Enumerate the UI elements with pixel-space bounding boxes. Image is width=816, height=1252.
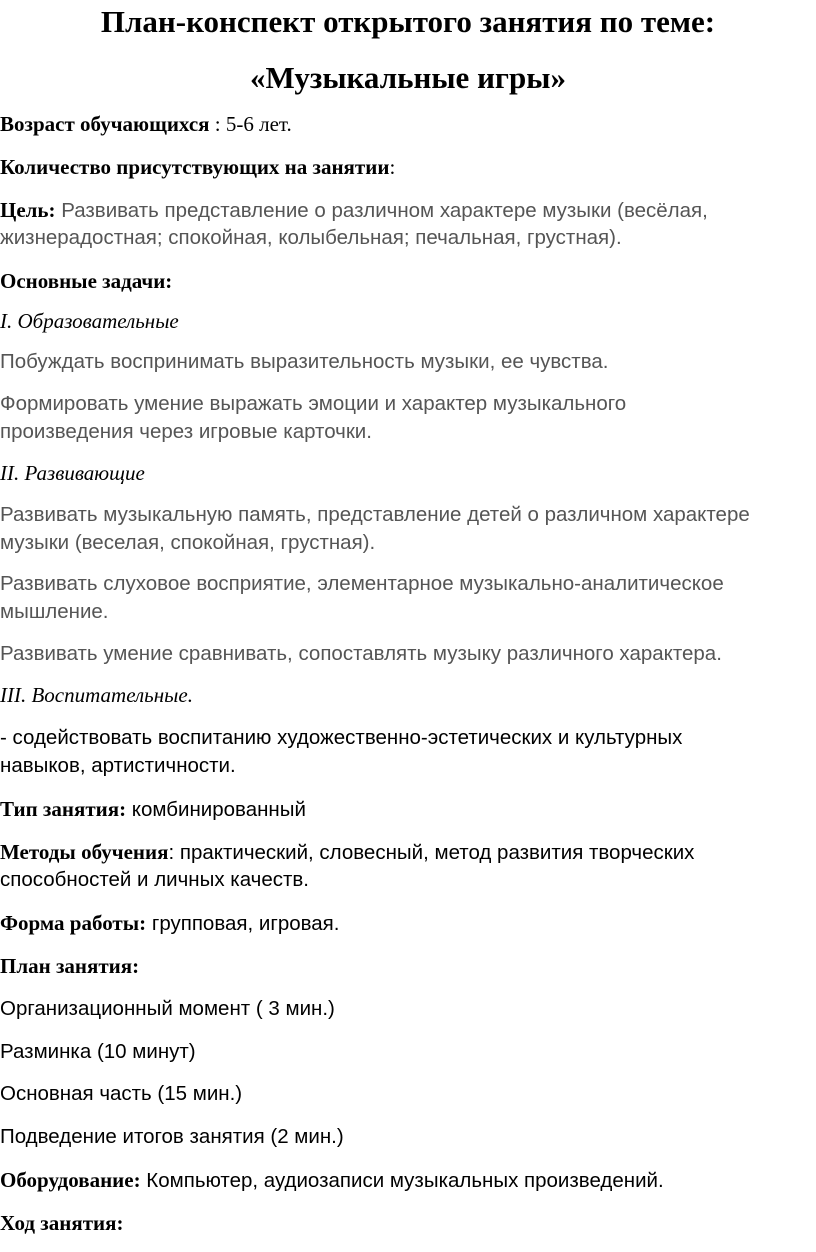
equipment-value: Компьютер, аудиозаписи музыкальных произведений. — [140, 1169, 664, 1192]
work-form-field — [0, 909, 812, 938]
educational-item2-line1: Формировать умение выражать эмоции и характер музыкального — [0, 392, 627, 415]
developmental-item2-line1: Развивать слуховое восприятие, элементарное музыкально-аналитическое — [0, 572, 724, 595]
developmental-item3: Развивать умение сравнивать, сопоставлять музыку различного характера. — [0, 642, 722, 665]
educational-heading: I. Образовательные — [0, 309, 179, 333]
upbringing-item1-line1: - содействовать воспитанию художественно-эстетических и культурных — [0, 726, 683, 749]
attendance-value: : — [389, 155, 396, 179]
lesson-type-label: Тип занятия: — [0, 797, 127, 821]
equipment-field — [0, 1166, 812, 1195]
plan-item: Разминка (10 минут) — [0, 1040, 196, 1063]
educational-item2-line2: произведения через игровые карточки. — [0, 420, 372, 443]
plan-heading: План занятия: — [0, 954, 140, 978]
age-label: Возраст обучающихся — [0, 112, 210, 136]
goal-label: Цель: — [0, 198, 56, 222]
developmental-heading: II. Развивающие — [0, 461, 145, 485]
methods-value-line1: : практический, словесный, метод развития творческих — [168, 841, 695, 864]
developmental-item2-line2: мышление. — [0, 600, 109, 623]
lesson-type-field — [0, 795, 812, 824]
document-title-line1: План-конспект открытого занятия по теме: — [100, 4, 716, 39]
work-form-label: Форма работы: — [0, 911, 147, 935]
tasks-heading: Основные задачи: — [0, 269, 173, 293]
goal-text-line2: жизнерадостная; спокойная, колыбельная; печальная, грустная). — [0, 226, 622, 249]
developmental-item1-line1: Развивать музыкальную память, представление детей о различном характере — [0, 503, 750, 526]
upbringing-heading: III. Воспитательные. — [0, 683, 193, 707]
equipment-label: Оборудование: — [0, 1168, 141, 1192]
methods-label: Методы обучения — [0, 840, 169, 864]
plan-item: Организационный момент ( 3 мин.) — [0, 997, 335, 1020]
developmental-item1-line2: музыки (веселая, спокойная, грустная). — [0, 531, 376, 554]
age-value: : 5-6 лет. — [209, 112, 292, 136]
progress-heading: Ход занятия: — [0, 1211, 124, 1235]
plan-item: Подведение итогов занятия (2 мин.) — [0, 1125, 344, 1148]
plan-item: Основная часть (15 мин.) — [0, 1082, 243, 1105]
lesson-type-value: комбинированный — [126, 798, 306, 821]
goal-text-line1: Развивать представление о различном характере музыки (весёлая, — [55, 199, 708, 222]
age-field — [0, 110, 812, 138]
methods-field — [0, 838, 812, 867]
work-form-value: групповая, игровая. — [146, 912, 340, 935]
methods-value-line2: способностей и личных качеств. — [0, 868, 309, 891]
attendance-field — [0, 153, 812, 181]
educational-item1: Побуждать воспринимать выразительность музыки, ее чувства. — [0, 350, 609, 373]
goal-field — [0, 196, 812, 225]
upbringing-item1-line2: навыков, артистичности. — [0, 754, 236, 777]
document-title-line2: «Музыкальные игры» — [250, 60, 566, 95]
attendance-label: Количество присутствующих на занятии — [0, 155, 390, 179]
